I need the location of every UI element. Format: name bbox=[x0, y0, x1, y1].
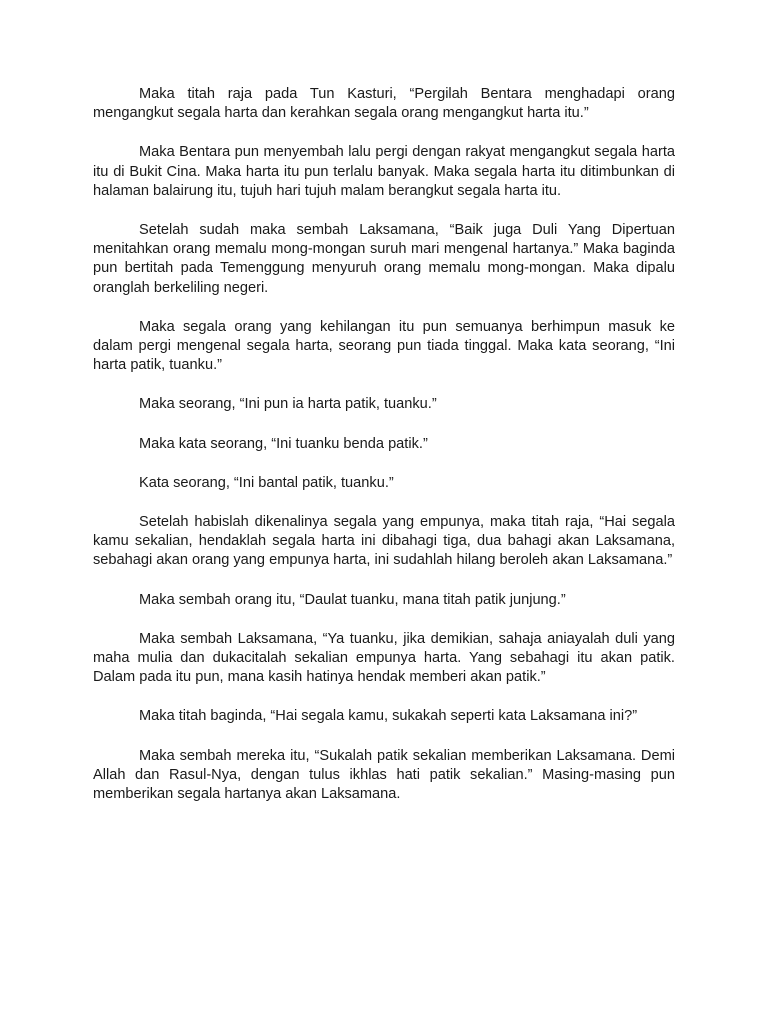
paragraph-1: Maka titah raja pada Tun Kasturi, “Pergilah Bentara menghadapi orang mengangkut segala harta dan kerahkan segala orang mengangkut harta itu.” bbox=[93, 86, 675, 122]
paragraph-12: Maka sembah mereka itu, “Sukalah patik sekalian memberikan Laksamana. Demi Allah dan Rasul-Nya, dengan tulus ikhlas hati patik sekalian.” Masing-masing pun memberikan segala hartanya akan Laksamana. bbox=[93, 747, 675, 803]
paragraph-6: Maka kata seorang, “Ini tuanku benda patik.” bbox=[139, 435, 428, 452]
paragraph-7: Kata seorang, “Ini bantal patik, tuanku.” bbox=[139, 474, 394, 491]
paragraph-4: Maka segala orang yang kehilangan itu pun semuanya berhimpun masuk ke dalam pergi mengenal segala harta, seorang pun tiada tinggal. Maka kata seorang, “Ini harta patik, tuanku.” bbox=[93, 318, 675, 374]
paragraph-3: Setelah sudah maka sembah Laksamana, “Baik juga Duli Yang Dipertuan menitahkan orang memalu mong-mongan suruh mari mengenal hartanya.” Maka baginda pun bertitah pada Temenggung menyuruh orang memalu mong-mongan. Maka dipalu oranglah berkeliling negeri. bbox=[93, 222, 675, 296]
paragraph-9: Maka sembah orang itu, “Daulat tuanku, mana titah patik junjung.” bbox=[139, 591, 566, 608]
paragraph-10: Maka sembah Laksamana, “Ya tuanku, jika demikian, sahaja aniayalah duli yang maha mulia dan dukacitalah sekalian empunya harta. Yang sebahagi itu akan patik. Dalam pada itu pun, mana kasih hatinya hendak memberi akan patik.” bbox=[93, 630, 675, 686]
paragraph-8: Setelah habislah dikenalinya segala yang empunya, maka titah raja, “Hai segala kamu sekalian, hendaklah segala harta ini dibahagi tiga, dua bahagi akan Laksamana, sebahagi akan orang yang empunya harta, ini sudahlah hilang beroleh akan Laksamana.” bbox=[93, 514, 675, 569]
paragraph-2: Maka Bentara pun menyembah lalu pergi dengan rakyat mengangkut segala harta itu di Bukit Cina. Maka harta itu pun terlalu banyak. Maka segala harta itu ditimbunkan di halaman balairung itu, tujuh hari tujuh malam berangkut segala harta itu. bbox=[93, 144, 675, 199]
document-page bbox=[93, 85, 675, 824]
paragraph-5: Maka seorang, “Ini pun ia harta patik, tuanku.” bbox=[139, 396, 437, 413]
paragraph-11: Maka titah baginda, “Hai segala kamu, sukakah seperti kata Laksamana ini?” bbox=[139, 708, 638, 725]
